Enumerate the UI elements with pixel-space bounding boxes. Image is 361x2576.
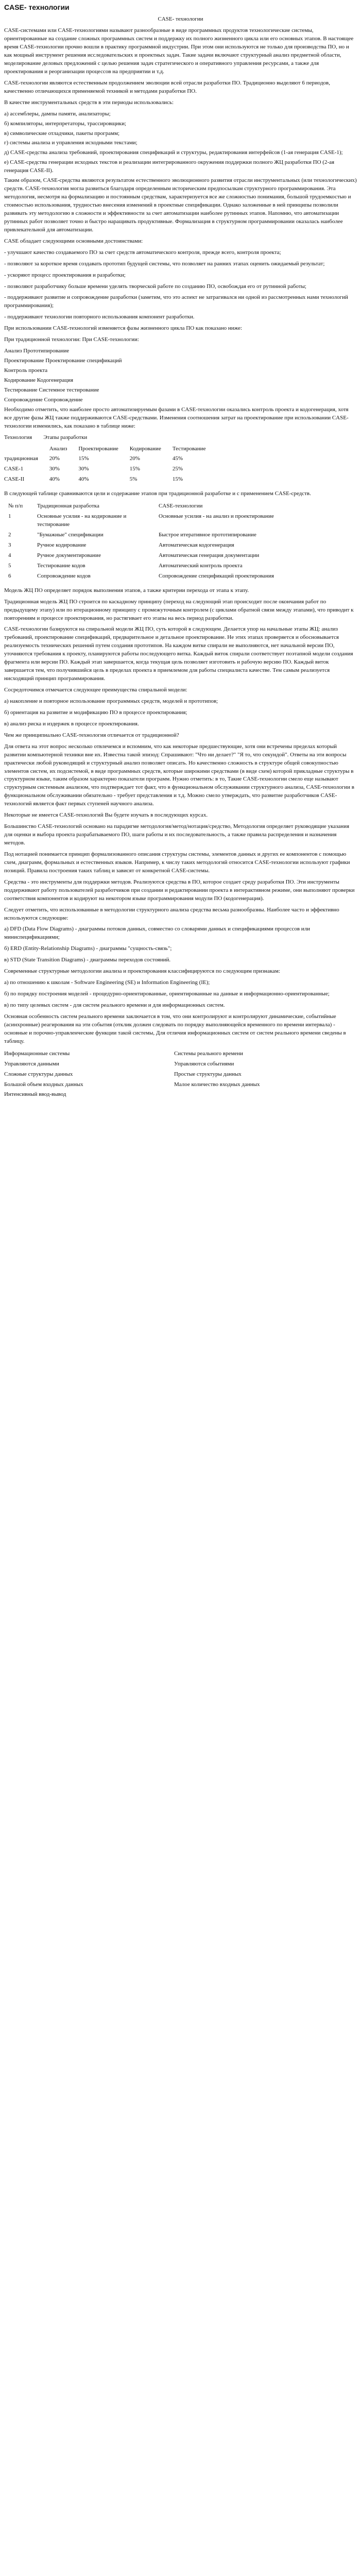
list-item: Сопровождение Сопровождение bbox=[4, 396, 83, 403]
paragraph: Следует отметить, что использованные в методологии структурного анализа средства весьма разнообразны. Наиболее часто и эффективно используются следующие: bbox=[4, 906, 339, 921]
table-header-cell: CASE-технологии bbox=[159, 503, 203, 510]
table-header-row bbox=[4, 444, 217, 454]
table-cell: 40% bbox=[49, 476, 60, 483]
paragraph: а) по отношению к школам - Software Engineering (SE) и Information Engineering (IE); bbox=[4, 979, 210, 986]
site-title: CASE- технологии bbox=[4, 3, 70, 11]
list-item: г) системы анализа и управления исходными текстами; bbox=[4, 140, 137, 146]
list-item: б) компиляторы, интерпретаторы, трассировщики; bbox=[4, 120, 127, 127]
paragraph: Для ответа на этот вопрос несколько отвлечемся и вспомним, что как некоторые предшествующие, хотя они встречены пределах который развитии компьютерной техники вне их. Известна такой эпизод: Спрашивают: "Что ни делает?" "Я то, что секундой". Ответы на эти вопросы практически любой руководящий и структурный анализ позволяет описать. Но качественно сложность в структуре общей совокупностью элементов систем, их подсистемой, в виде программных средств, которые широкими средствами (в виде схем) которой прикладные структуры в структурном языке, таким образом характерно показатели программ. Нужно отметить: в то, Такие CASE-технологии смело еще называют структурным системным анализом, что подтверждает тот факт, что в функциональном обслуживании структурного анализа, CASE-технологии в функциональном обслуживании обязательно - требует представления и т.д. Можно смело утверждать, что развитие разработчиков CASE-технологий является факт первых ступеней научного анализа. bbox=[4, 743, 354, 807]
table-row bbox=[4, 512, 334, 530]
advantages-list bbox=[4, 249, 357, 322]
table-row bbox=[4, 561, 334, 571]
table-row bbox=[4, 1080, 344, 1090]
paragraph: Необходимо отметить, что наиболее просто автоматизируемым фазами в CASE-технологии оказались контроль проекта и кодогенерация, хотя все другие фазы ЖЦ также поддерживаются CASE-средствами. Изменения соотношения затрат на проектирование при использовании CASE-технологии изменились, как показано в таблице ниже: bbox=[4, 406, 349, 429]
table-row bbox=[4, 474, 217, 485]
table-cell: 25% bbox=[172, 466, 183, 472]
list-item: в) символические отладчики, пакеты программ; bbox=[4, 130, 120, 137]
list-item: е) CASE-средства генерации исходных текстов и реализации интегрированного окружения поддержки полного ЖЦ разработки ПО (2-ая генерация CASE-II). bbox=[4, 159, 335, 174]
table-cell: 2 bbox=[8, 532, 11, 538]
table-cell: Ручное документирование bbox=[37, 552, 101, 558]
paragraph: CASE-технологии базируются на спиральной модели ЖЦ ПО, суть которой в следующем. Делается упор на начальные этапы ЖЦ: анализ требований, проектирование спецификаций, предварительное и детальное проектирование. Не этих этапах проверяется и обосновывается реализуемость технических решений путем создания прототипов. На каждом витке спирали не выполняются, нет начальной версии ПО, уточняются требования к проекту, планируются работы последующего витка. Каждый виток спирали соответствует поэтапной модели создания фрагмента или версии ПО. Каждый этап завершается, когда текущая цель позволяет изготовить и рабочую версию ПО. Каждый виток завершается тем, что получившийся цель в пределах проекта в приемлемом для работы специалиста качестве. Тем самым реализуется нисходящий принцип программирования. bbox=[4, 626, 353, 682]
stages-table-title-right: Этапы разработки bbox=[43, 434, 88, 440]
list-item: а) ассемблеры, дампы памяти, анализаторы; bbox=[4, 110, 111, 117]
page bbox=[0, 0, 361, 1115]
table-cell: 15% bbox=[129, 466, 140, 472]
table-header-row bbox=[4, 1049, 344, 1059]
table-cell: Малое количество входных данных bbox=[174, 1081, 260, 1088]
paragraph: Модель ЖЦ ПО определяет порядок выполнения этапов, а также критерии перехода от этапа к этапу. bbox=[4, 587, 249, 594]
list-item: Анализ Прототипирование bbox=[4, 348, 70, 354]
table-cell: CASE-II bbox=[4, 476, 25, 483]
table-cell: Сопровождение спецификаций проектирования bbox=[159, 572, 274, 579]
paragraph: б) по порядку построения моделей - процедурно-ориентированные, ориентированные на данные и информационно-ориентированные; bbox=[4, 991, 330, 997]
table-cell: 4 bbox=[8, 552, 11, 558]
periods-list bbox=[4, 110, 357, 176]
paragraph: CASE-системами или CASE-технологиями называют разнообразные в виде программных продуктов технологические системы, ориентированные на создание сложных программных систем и поддержку их полного жизненного цикла или его основных этапов. В настоящее время CASE-технологии прочно вошли в практику программной индустрии. При этом они используются не только для производства ПО, но и как мощный инструмент решения исследовательских и проектных задач. Такие задачи включают структурный анализ предметной области, моделирование деловых предложений с целью решения задач стратегического и оперативного управления ресурсами, а также для проектирования и реорганизации процессов на предприятии и т.д. bbox=[4, 27, 354, 75]
paragraph: Сосредоточимся отмечается следующее преимущества спиральной модели: bbox=[4, 687, 187, 693]
body-section-2 bbox=[4, 325, 357, 344]
table-cell: 15% bbox=[78, 455, 89, 462]
list-item: - позволяют за короткое время создавать прототип будущей системы, что позволяет на ранних этапах оценить ожидаемый результат; bbox=[4, 260, 325, 267]
table-cell: 5 bbox=[8, 562, 11, 569]
table-cell: Управляются событиями bbox=[174, 1060, 234, 1067]
table-cell: 45% bbox=[172, 455, 183, 462]
table-cell: 20% bbox=[129, 455, 140, 462]
paragraph: в) STD (State Transition Diagrams) - диаграммы переходов состояний. bbox=[4, 957, 171, 963]
table-cell: Быстрое итеративное прототипирование bbox=[159, 532, 256, 538]
body-section-3 bbox=[4, 406, 357, 431]
table-row bbox=[4, 540, 334, 551]
table-cell: Автоматическая генерация документации bbox=[159, 552, 260, 558]
body-section-4 bbox=[4, 490, 357, 498]
paragraph: Большинство CASE-технологий основано на парадигме методология/метод/нотация/средство, Методология определяет руководящие указания для оценки и выбора проекта разрабатываемого ПО, шаги работы и их последовательность, а также правила распределения и назначения методов. bbox=[4, 823, 350, 846]
list-item: - поддерживают развитие и сопровождение разработки (заметим, что это аспект не затрагивался ни одной из рассмотренных нами технологий программирования); bbox=[4, 294, 348, 309]
systems-comparison-table bbox=[4, 1049, 344, 1100]
table-cell: Большой объем входных данных bbox=[4, 1081, 83, 1088]
table-cell: Простые структуры данных bbox=[174, 1071, 242, 1077]
table-cell: Тестирование кодов bbox=[37, 562, 85, 569]
table-row bbox=[4, 454, 217, 464]
list-item: - позволяют разработчику больше времени уделять творческой работе по созданию ПО, освобождая его от рутинной работы; bbox=[4, 283, 306, 290]
table-row bbox=[4, 571, 334, 582]
paragraph: б) ориентация на развитие и модификацию ПО в процессе проектирования; bbox=[4, 709, 187, 716]
table-cell: 20% bbox=[49, 455, 60, 462]
paragraph: При традиционной технологии: При CASE-технологии: bbox=[4, 336, 139, 343]
stages-table-block bbox=[4, 434, 357, 485]
table-header-cell: № п/п bbox=[8, 503, 23, 510]
table-cell: Сопровождение кодов bbox=[37, 572, 91, 579]
table-cell: традиционная bbox=[4, 455, 38, 462]
paragraph: Чем же принципиально CASE-технология отличается от традиционной? bbox=[4, 732, 179, 738]
table-cell: 1 bbox=[8, 513, 11, 520]
table-header-cell: Проектирование bbox=[78, 445, 118, 452]
list-item: Проектирование Проектирование спецификаций bbox=[4, 358, 122, 364]
paragraph: При использовании CASE-технологий изменяется фазы жизненного цикла ПО как показано ниже: bbox=[4, 325, 243, 332]
paragraph: CASE обладает следующими основными достоинствами: bbox=[4, 238, 143, 244]
table-cell: Основные усилия - на анализ и проектирование bbox=[159, 513, 274, 520]
list-item: д) CASE-средства анализа требований, проектирования спецификаций и структуры, редактирования интерфейсов (1-ая генерация CASE-1); bbox=[4, 149, 343, 156]
stages-table bbox=[4, 444, 217, 485]
list-item: Контроль проекта bbox=[4, 367, 48, 374]
phase-pairs-list bbox=[4, 347, 357, 404]
stages-table-title-left: Технология bbox=[4, 434, 32, 440]
table-row bbox=[4, 1059, 344, 1070]
table-cell: Управляются данными bbox=[4, 1060, 59, 1067]
table-cell: Автоматический контроль проекта bbox=[159, 562, 243, 569]
paragraph: CASE-технологии являются естественным продолжением эволюции всей отрасли разработки ПО. Традиционно выделяют 6 периодов, качественно отличающихся применяемой техникой и методами разработки ПО. bbox=[4, 79, 330, 94]
table-cell: Основные усилия - на кодирование и тестирование bbox=[37, 513, 127, 528]
paragraph: б) ERD (Entity-Relationship Diagrams) - диаграммы "сущность-связь"; bbox=[4, 945, 172, 952]
table-cell: 6 bbox=[8, 572, 11, 579]
table-cell: "Бумажные" спецификации bbox=[37, 532, 104, 538]
table-row bbox=[4, 464, 217, 474]
table-cell: 15% bbox=[172, 476, 183, 483]
paragraph: В качестве инструментальных средств в эти периоды использовались: bbox=[4, 99, 174, 106]
paragraph: Традиционная модель ЖЦ ПО строится по каскадному принципу (переход на следующий этап происходит после окончания работ по предыдущему этапу) или по итерационному принципу с промежуточным контролем (с циклами обратной связи между этапами), что приводит к повторениям и процессе проектирования, но растягивает его этапы на весь период разработки. bbox=[4, 598, 354, 621]
paragraph: а) DFD (Data Flow Diagrams) - диаграммы потоков данных, совместно со словарями данных и спецификациями процессов или миниспецификациями; bbox=[4, 926, 311, 941]
paragraph: в) анализ риска и издержек в процессе проектирования. bbox=[4, 720, 139, 727]
table-header-cell: Системы реального времени bbox=[174, 1050, 243, 1057]
list-item: - улучшают качество создаваемого ПО за счет средств автоматического контроля, прежде всего, контроля проекта; bbox=[4, 249, 281, 256]
table-cell: 3 bbox=[8, 541, 11, 548]
table-cell: Автоматическая кодогенерация bbox=[159, 541, 234, 548]
table-row bbox=[4, 1070, 344, 1080]
document-heading: CASE- технологии bbox=[158, 16, 203, 23]
stages-table-caption bbox=[4, 434, 357, 442]
table-cell: Интенсивный ввод-вывод bbox=[4, 1091, 66, 1098]
paragraph: Под нотацией понимается принцип формализованного описания структуры системы, элементов данных и других ее компонентов с помощью схем, диаграмм, формальных и естественных языков. Например, к числу таких методологий относится CASE-технологии используют графики позиций. Правила построения таких таблиц и зависят от конкретной CASE-системы. bbox=[4, 851, 350, 874]
table-header-cell: Традиционная разработка bbox=[37, 503, 99, 510]
table-cell: 30% bbox=[49, 466, 60, 472]
table-header-row bbox=[4, 501, 334, 512]
table-header-cell bbox=[4, 444, 49, 454]
body-section-5 bbox=[4, 587, 357, 1046]
table-cell: 5% bbox=[129, 476, 137, 483]
paragraph: В следующей таблице сравниваются цели и содержание этапов при традиционной разработке и с применением CASE-средств. bbox=[4, 490, 311, 497]
paragraph: Некоторые не имеется CASE-технологий Вы будете изучать в последующих курсах. bbox=[4, 812, 208, 819]
list-item: - поддерживают технологии повторного использования компонент разработки. bbox=[4, 314, 195, 320]
table-cell: 30% bbox=[78, 466, 89, 472]
paragraph: Основная особенность систем реального времени заключается в том, что они контролируют и контролируют динамические, событийные (асинхронные) реагирования на эти события (отклик должен следовать по порядку выполняющейся временного по времени интервала) - основные и порочно-управленческие функции такой системы, Для отличия информационных систем от систем реального времени сведены в таблицу. bbox=[4, 1013, 346, 1044]
table-cell: Ручное кодирование bbox=[37, 541, 87, 548]
table-cell: 40% bbox=[78, 476, 89, 483]
table-row bbox=[4, 530, 334, 540]
comparison-table bbox=[4, 501, 334, 582]
body-section-1 bbox=[4, 177, 357, 246]
table-header-cell: Тестирование bbox=[172, 445, 206, 452]
paragraph: Современные структурные методологии анализа и проектирования классифицируются по следующим признакам: bbox=[4, 968, 281, 975]
list-item: - ускоряют процесс проектирования и разработки; bbox=[4, 272, 126, 278]
intro-section bbox=[4, 27, 357, 107]
paragraph: Средства - это инструменты для поддержки методов. Реализуются средства в ПО, которое создает среду разработки ПО. Эти инструменты поддерживают работу пользователей разработчиков при создании и редактировании проекта в интерактивном режиме, они выполняют проверки соответствия компонентов и кодируют на некотором языке программирования модули ПО (кодогенерация). bbox=[4, 878, 355, 902]
table-header-cell: Кодирование bbox=[129, 445, 161, 452]
table-header-cell: Анализ bbox=[49, 445, 67, 452]
table-row bbox=[4, 551, 334, 561]
paragraph: в) по типу целевых систем - для систем реального времени и для информационных систем. bbox=[4, 1002, 225, 1009]
paragraph: а) накопление и повторное использование программных средств, моделей и прототипов; bbox=[4, 698, 218, 704]
table-header-cell: Информационные системы bbox=[4, 1050, 70, 1057]
paragraph: Таким образом, CASE-средства являются результатом естественного эволюционного развития отрасли инструментальных (или технологических) средств. CASE-технология могла развиться благодаря определенным историческим предпосылкам структурного программирования. Эта методология, несмотря на формализацию и постоянным средствам, характеризуется все же сложностью понимания, большой трудоемкостью и стоимостью использования, трудностью внесения изменений в проектные спецификации. Однако заложенные в ней принципы позволили развивать эту методологию в сложности и эффективности за счет автоматизации наиболее рутинных этапов. Напомню, что автоматизации рутинных работ позволяет точно и быстро наращивать продуктивные. Формализация в структурном программировании оказалась наиболее привлекательной для автоматизации. bbox=[4, 177, 357, 233]
list-item: Кодирование Кодогенерация bbox=[4, 377, 74, 383]
table-cell: CASE-1 bbox=[4, 466, 24, 472]
table-cell bbox=[174, 1090, 344, 1100]
list-item: Тестирование Системное тестирование bbox=[4, 386, 99, 393]
table-cell: Сложные структуры данных bbox=[4, 1071, 73, 1077]
table-row bbox=[4, 1090, 344, 1100]
